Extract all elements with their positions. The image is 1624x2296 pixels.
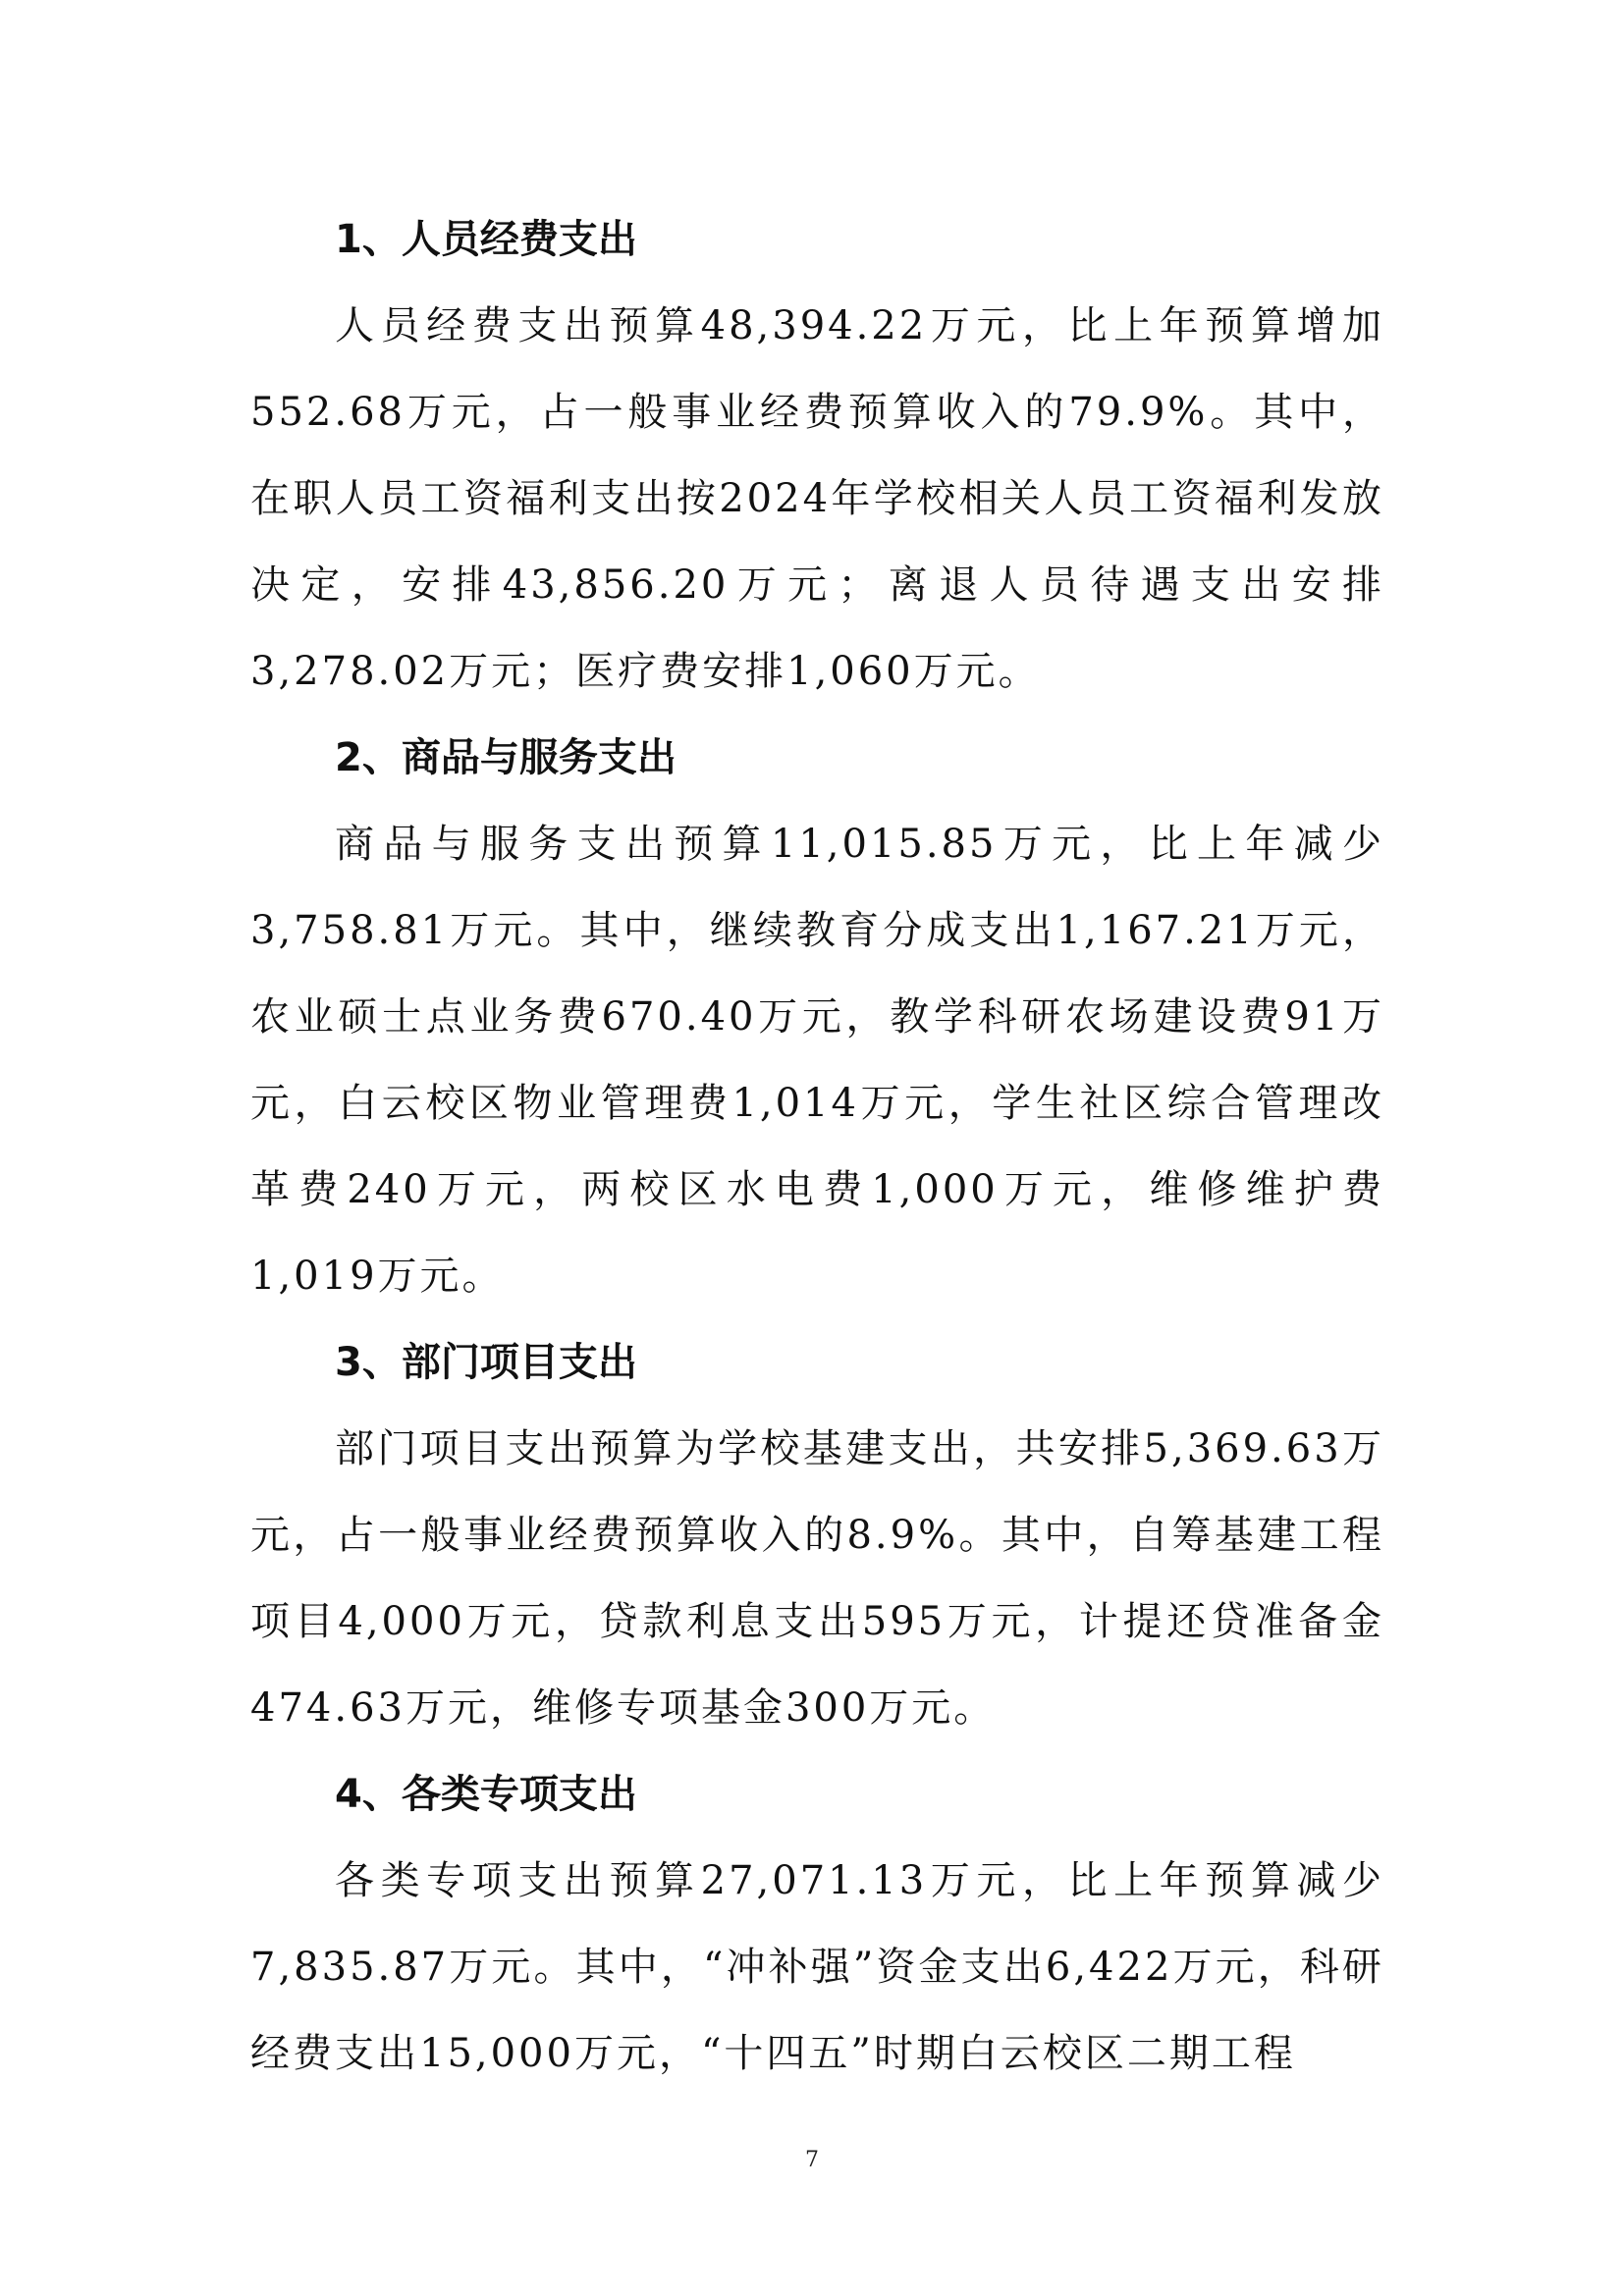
section-paragraph-special-expenses: 各类专项支出预算27,071.13万元，比上年预算减少7,835.87万元。其中，“冲补强”资金支出6,422万元，科研经费支出15,000万元，“十四五”时期白云校区二期工程	[250, 1858, 1384, 2076]
page-content	[250, 196, 1384, 2097]
section-paragraph-department-projects: 部门项目支出预算为学校基建支出，共安排5,369.63万元，占一般事业经费预算收入的8.9%。其中，自筹基建工程项目4,000万元，贷款利息支出595万元，计提还贷准备金474.63万元，维修专项基金300万元。	[250, 1426, 1384, 1731]
section-heading-personnel-expenses: 1、人员经费支出	[335, 217, 637, 262]
section-heading-special-expenses: 4、各类专项支出	[335, 1772, 637, 1817]
page-number: 7	[805, 2148, 819, 2172]
section-paragraph-personnel-expenses: 人员经费支出预算48,394.22万元，比上年预算增加552.68万元，占一般事业经费预算收入的79.9%。其中，在职人员工资福利支出按2024年学校相关人员工资福利发放决定，安排43,856.20万元；离退人员待遇支出安排3,278.02万元；医疗费安排1,060万元。	[250, 303, 1384, 694]
section-heading-goods-services: 2、商品与服务支出	[335, 735, 677, 780]
section-paragraph-goods-services: 商品与服务支出预算11,015.85万元，比上年减少3,758.81万元。其中，继续教育分成支出1,167.21万元，农业硕士点业务费670.40万元，教学科研农场建设费91万元，白云校区物业管理费1,014万元，学生社区综合管理改革费240万元，两校区水电费1,000万元，维修维护费1,019万元。	[250, 822, 1384, 1299]
section-heading-department-projects: 3、部门项目支出	[335, 1340, 637, 1385]
